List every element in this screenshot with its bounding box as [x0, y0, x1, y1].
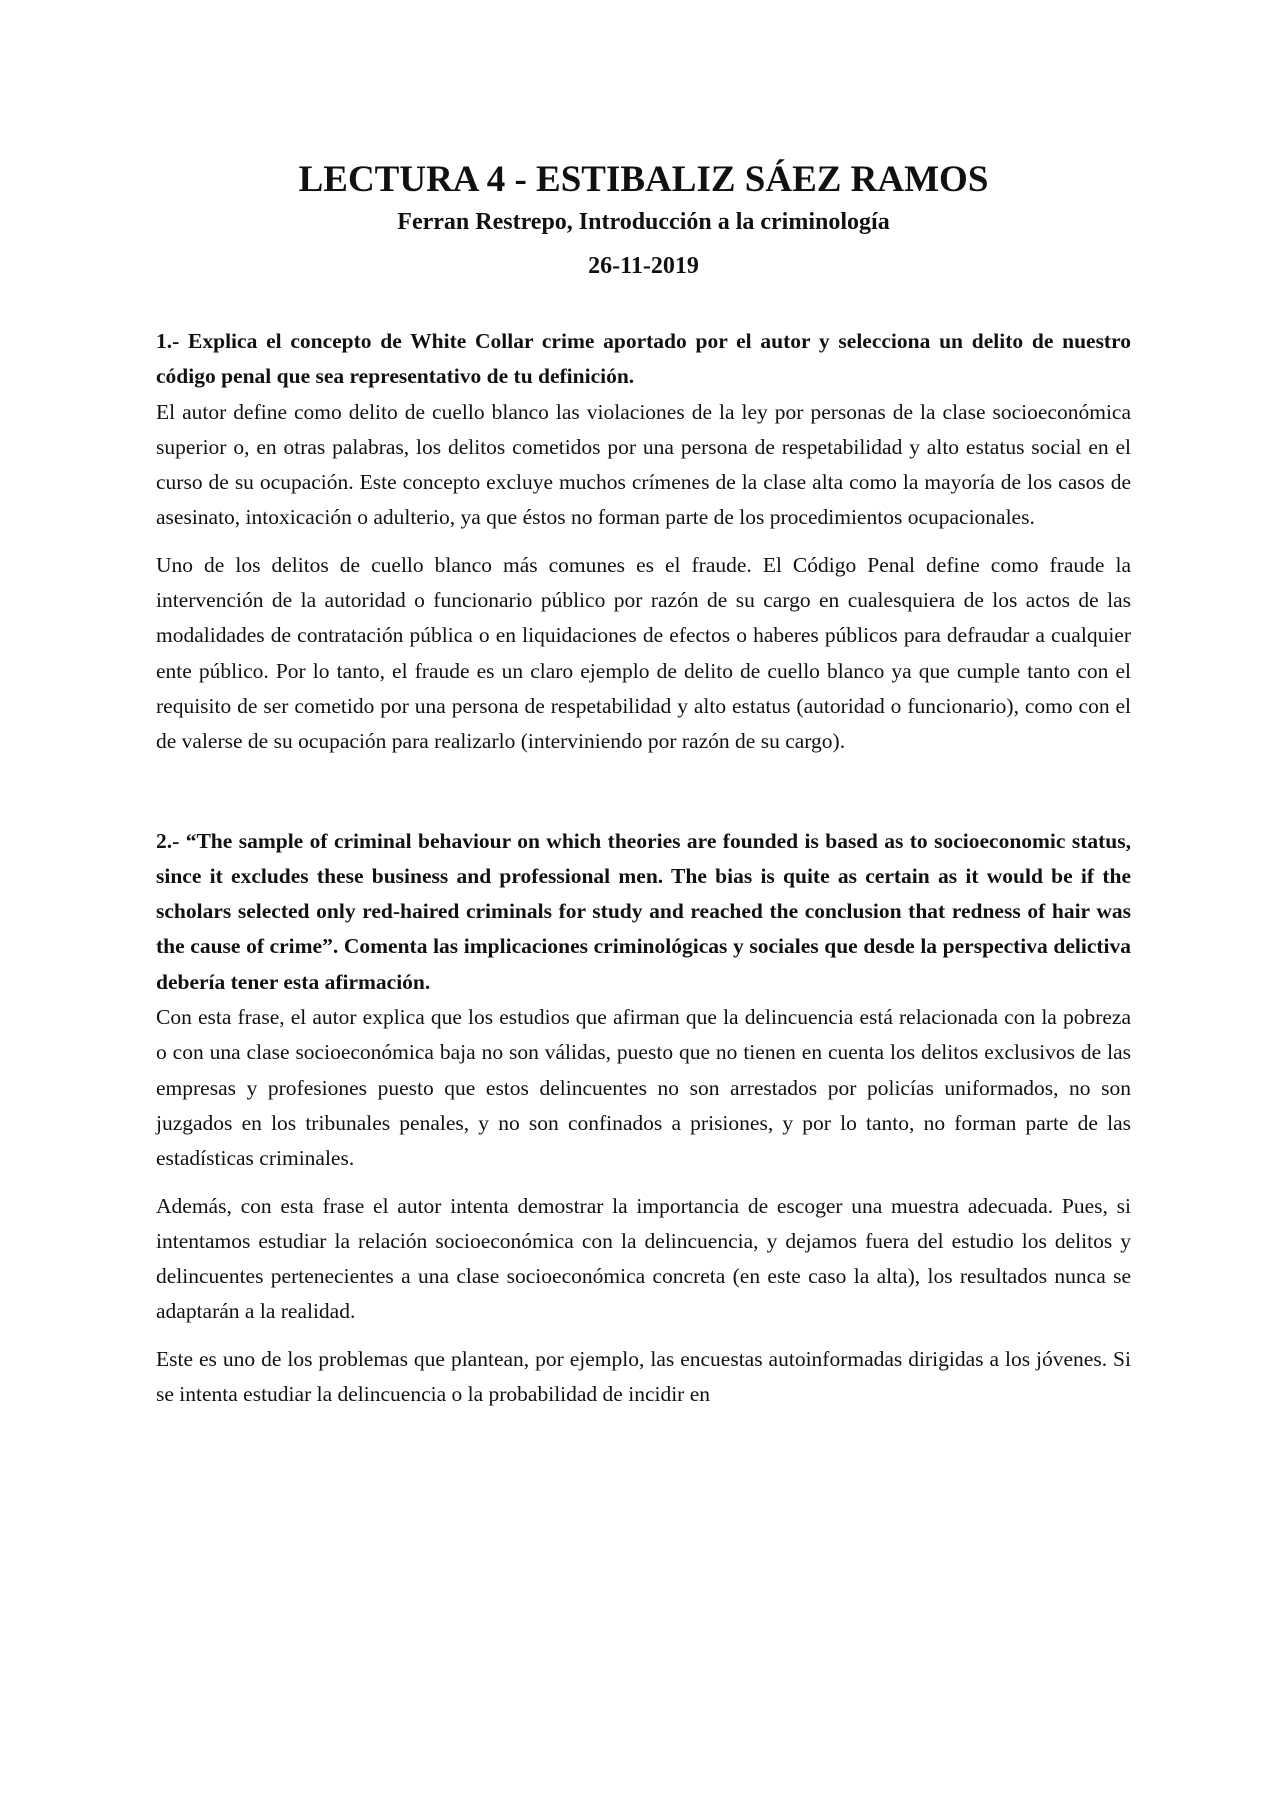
question-2: 2.- “The sample of criminal behaviour on which theories are founded is based as to socioeconomic status, since it excludes these business and professional men. The bias is quite as certain as it would be if the scholars selected only red-haired criminals for study and reached the conclusion that redness of hair was the cause of crime”. Comenta las implicaciones criminológicas y sociales que desde la perspectiva delictiva debería tener esta afirmación.	[156, 828, 1131, 994]
answer-2-paragraph-1: Con esta frase, el autor explica que los estudios que afirman que la delincuencia está relacionada con la pobreza o con una clase socioeconómica baja no son válidas, puesto que no tienen en cuenta los delitos exclusivos de las empresas y profesiones puesto que estos delincuentes no son arrestados por policías uniformados, no son juzgados en los tribunales penales, y no son confinados a prisiones, y por lo tanto, no forman parte de las estadísticas criminales.	[156, 1005, 1131, 1171]
section-1	[156, 324, 1131, 760]
answer-1-paragraph-1: El autor define como delito de cuello blanco las violaciones de la ley por personas de la clase socioeconómica superior o, en otras palabras, los delitos cometidos por una persona de respetabilidad y alto estatus social en el curso de su ocupación. Este concepto excluye muchos crímenes de la clase alta como la mayoría de los casos de asesinato, intoxicación o adulterio, ya que éstos no forman parte de los procedimientos ocupacionales.	[156, 399, 1131, 530]
document-page	[156, 158, 1131, 1412]
answer-1-paragraph-2: Uno de los delitos de cuello blanco más comunes es el fraude. El Código Penal define como fraude la intervención de la autoridad o funcionario público por razón de su cargo en cualesquiera de los actos de las modalidades de contratación pública o en liquidaciones de efectos o haberes públicos para defraudar a cualquier ente público. Por lo tanto, el fraude es un claro ejemplo de delito de cuello blanco ya que cumple tanto con el requisito de ser cometido por una persona de respetabilidad y alto estatus (autoridad o funcionario), como con el de valerse de su ocupación para realizarlo (interviniendo por razón de su cargo).	[156, 552, 1131, 754]
document-subtitle: Ferran Restrepo, Introducción a la criminología	[397, 209, 890, 235]
answer-2-paragraph-3: Este es uno de los problemas que plantean, por ejemplo, las encuestas autoinformadas dirigidas a los jóvenes. Si se intenta estudiar la delincuencia o la probabilidad de incidir en	[156, 1346, 1131, 1407]
document-title: LECTURA 4 - ESTIBALIZ SÁEZ RAMOS	[298, 159, 989, 200]
question-1: 1.- Explica el concepto de White Collar crime aportado por el autor y selecciona un delito de nuestro código penal que sea representativo de tu definición.	[156, 329, 1131, 389]
document-date: 26-11-2019	[588, 253, 699, 279]
section-2	[156, 824, 1131, 1413]
answer-2-paragraph-2: Además, con esta frase el autor intenta demostrar la importancia de escoger una muestra adecuada. Pues, si intentamos estudiar la relación socioeconómica con la delincuencia, y dejamos fuera del estudio los delitos y delincuentes pertenecientes a una clase socioeconómica concreta (en este caso la alta), los resultados nunca se adaptarán a la realidad.	[156, 1193, 1131, 1324]
